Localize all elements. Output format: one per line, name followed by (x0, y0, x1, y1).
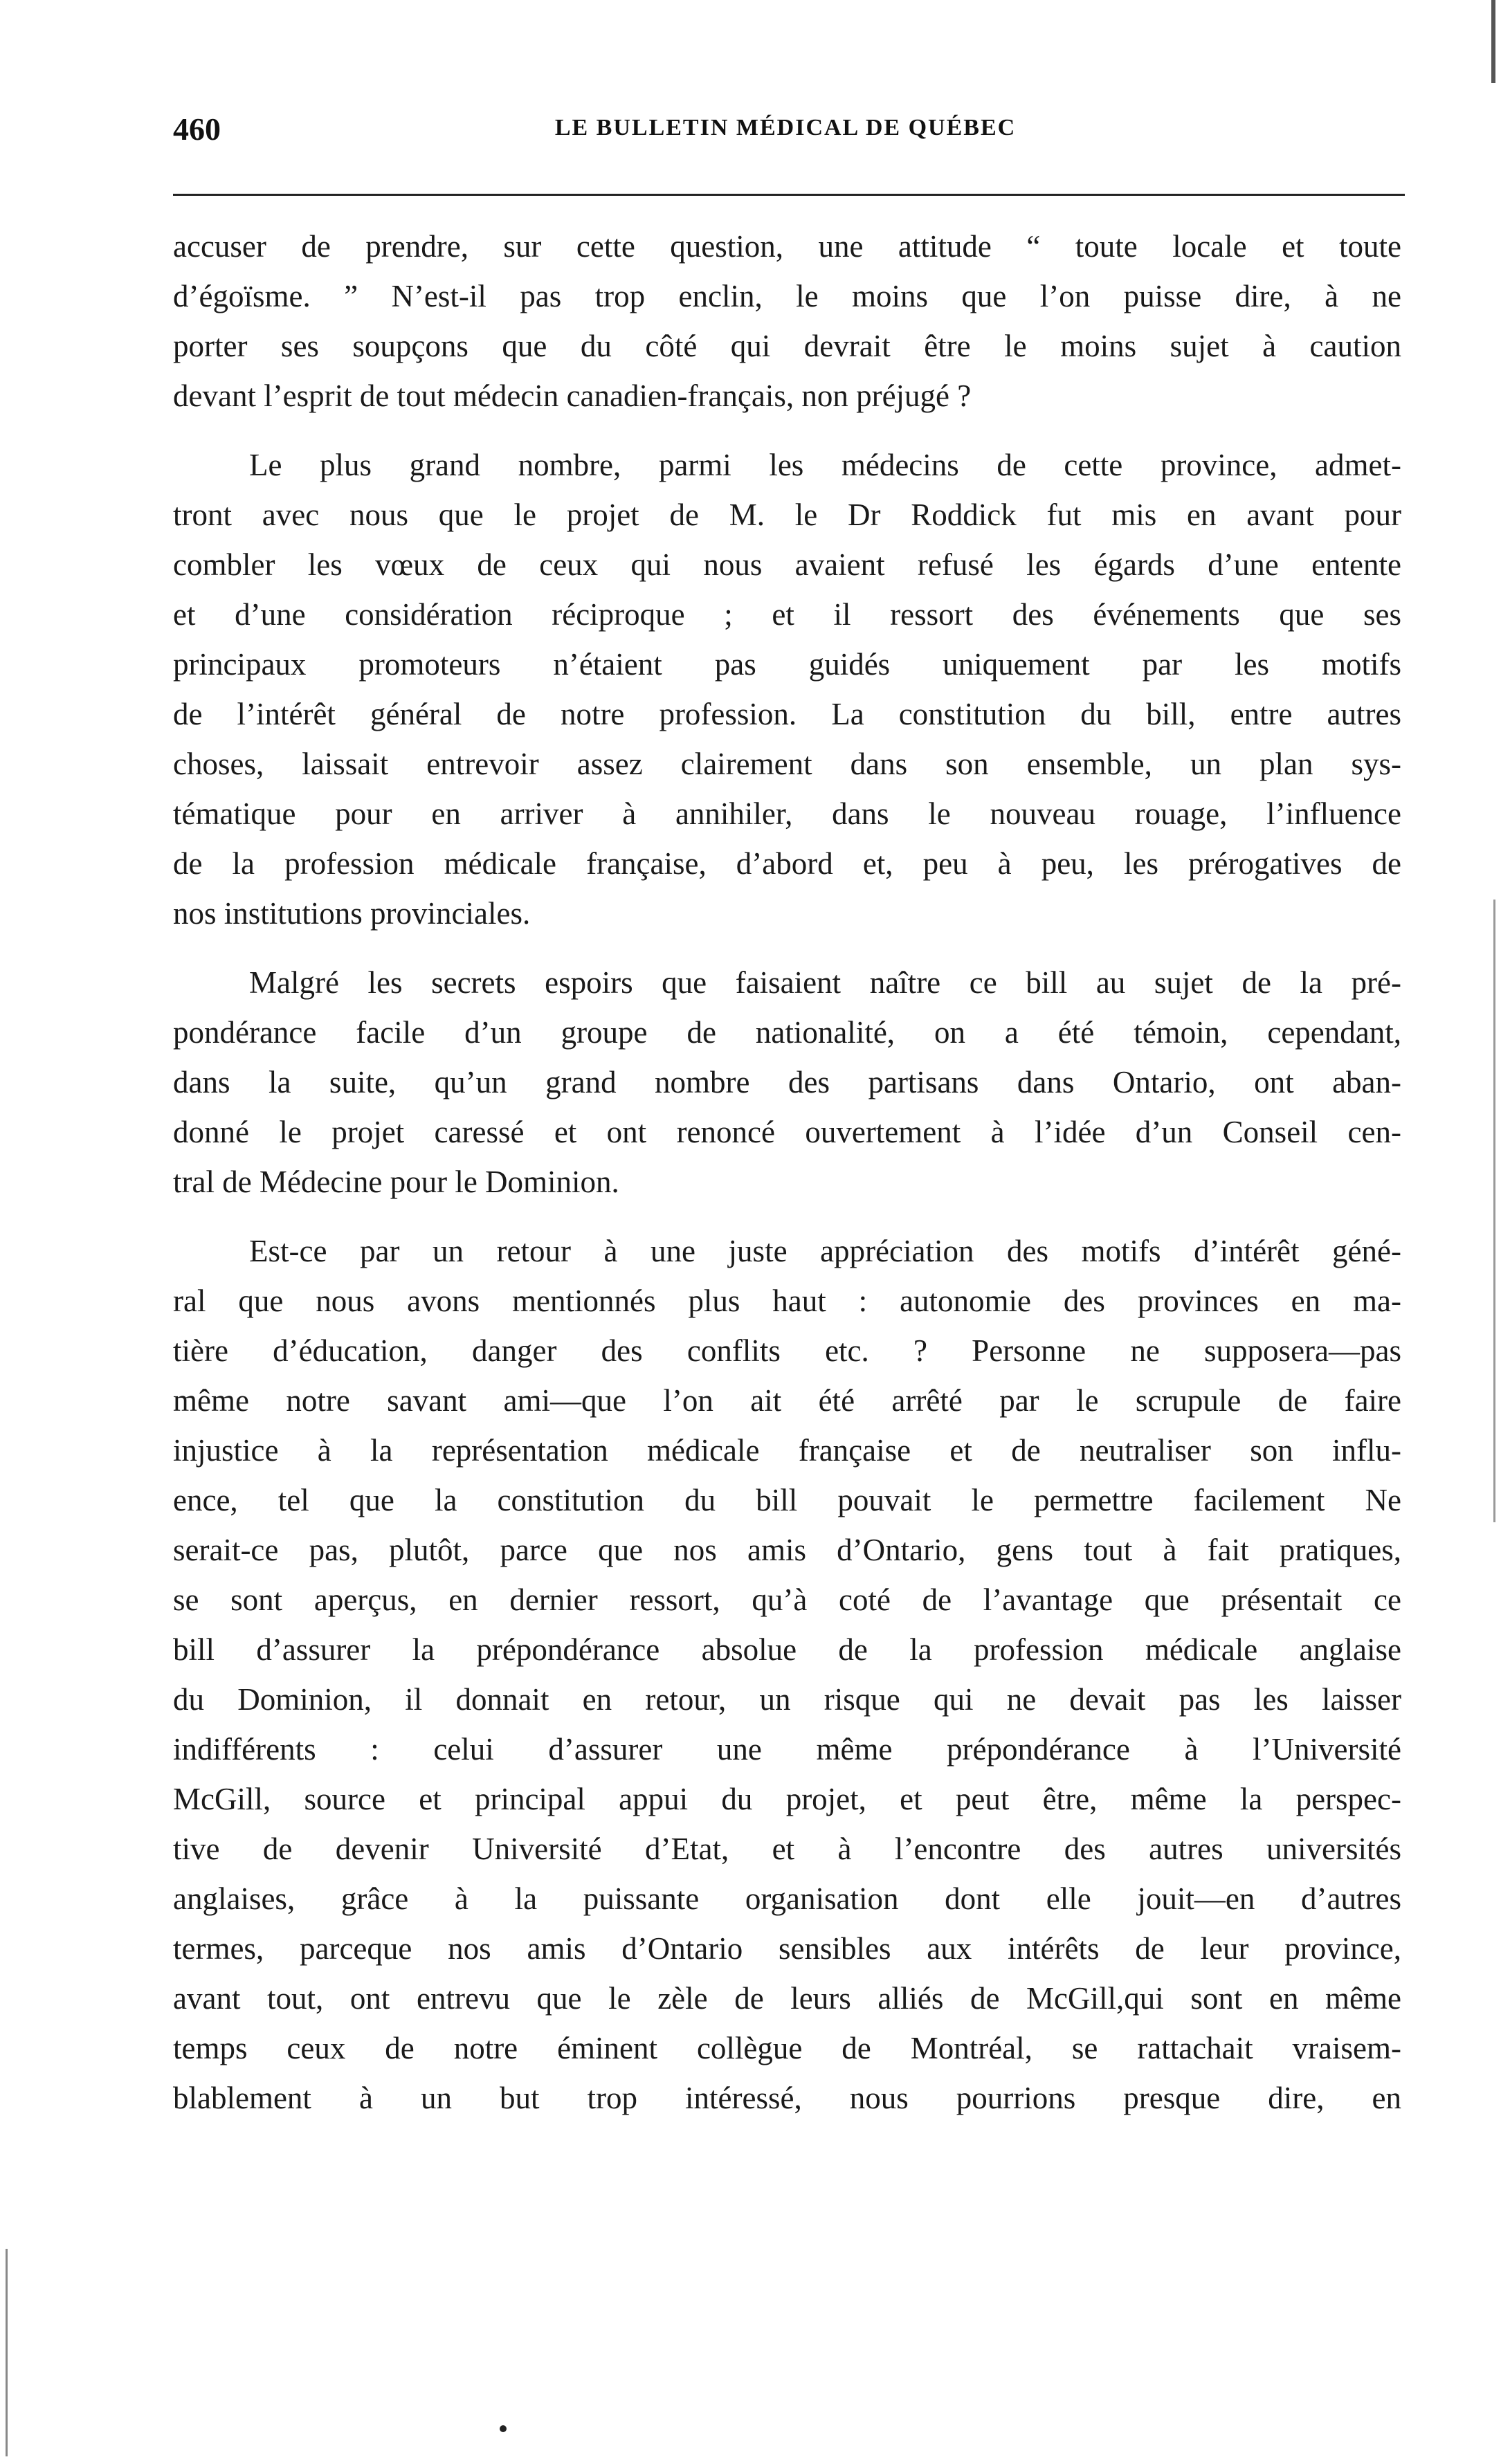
text-line: temps ceux de notre éminent collègue de Montréal, se rattachait vraisem- (173, 2031, 1401, 2065)
text-line: injustice à la représentation médicale française et de neutraliser son influ- (173, 1433, 1401, 1468)
text-line: tière d’éducation, danger des conflits etc. ? Personne ne supposera—pas (173, 1333, 1401, 1368)
scan-edge-mark (6, 2249, 8, 2456)
scan-speck (500, 2425, 507, 2432)
header-rule (173, 194, 1405, 196)
text-line: porter ses soupçons que du côté qui devrait être le moins sujet à caution (173, 329, 1401, 363)
text-line: blablement à un but trop intéressé, nous pourrions presque dire, en (173, 2081, 1401, 2115)
text-line: bill d’assurer la prépondérance absolue de la profession médicale anglaise (173, 1632, 1401, 1667)
body-text (173, 221, 1401, 2123)
text-line: Est-ce par un retour à une juste appréciation des motifs d’intérêt géné- (249, 1234, 1401, 1268)
paragraph-2 (173, 440, 1401, 938)
text-line: avant tout, ont entrevu que le zèle de leurs alliés de McGill,qui sont en même (173, 1981, 1401, 2016)
scan-edge-mark (1493, 900, 1495, 1522)
text-line: se sont aperçus, en dernier ressort, qu’à coté de l’avantage que présentait ce (173, 1582, 1401, 1617)
running-title: LE BULLETIN MÉDICAL DE QUÉBEC (554, 115, 1017, 140)
text-line: tral de Médecine pour le Dominion. (173, 1165, 619, 1199)
text-line: tront avec nous que le projet de M. le Dr Roddick fut mis en avant pour (173, 498, 1401, 532)
text-line: tématique pour en arriver à annihiler, dans le nouveau rouage, l’influence (173, 796, 1401, 831)
paragraph-3 (173, 958, 1401, 1207)
text-line: de l’intérêt général de notre profession. La constitution du bill, entre autres (173, 697, 1401, 731)
paragraph-1 (173, 221, 1401, 421)
scan-edge-mark (1491, 0, 1495, 83)
text-line: serait-ce pas, plutôt, parce que nos amis d’Ontario, gens tout à fait pratiques, (173, 1533, 1401, 1567)
text-line: nos institutions provinciales. (173, 896, 531, 931)
text-line: dans la suite, qu’un grand nombre des partisans dans Ontario, ont aban- (173, 1065, 1401, 1099)
text-line: même notre savant ami—que l’on ait été arrêté par le scrupule de faire (173, 1383, 1401, 1418)
text-line: indifférents : celui d’assurer une même prépondérance à l’Université (173, 1732, 1401, 1767)
text-line: Le plus grand nombre, parmi les médecins de cette province, admet- (249, 448, 1401, 482)
text-line: combler les vœux de ceux qui nous avaient refusé les égards d’une entente (173, 547, 1401, 582)
text-line: et d’une considération réciproque ; et il ressort des événements que ses (173, 597, 1401, 632)
text-line: du Dominion, il donnait en retour, un risque qui ne devait pas les laisser (173, 1682, 1401, 1717)
text-line: d’égoïsme. ” N’est-il pas trop enclin, le moins que l’on puisse dire, à ne (173, 279, 1401, 313)
page-number: 460 (173, 111, 221, 147)
page-header (173, 111, 1398, 166)
text-line: McGill, source et principal appui du projet, et peut être, même la perspec- (173, 1782, 1401, 1816)
text-line: pondérance facile d’un groupe de nationalité, on a été témoin, cependant, (173, 1015, 1401, 1050)
text-line: ral que nous avons mentionnés plus haut : autonomie des provinces en ma- (173, 1284, 1401, 1318)
text-line: donné le projet caressé et ont renoncé ouvertement à l’idée d’un Conseil cen- (173, 1115, 1401, 1149)
paragraph-4 (173, 1226, 1401, 2123)
text-line: anglaises, grâce à la puissante organisation dont elle jouit—en d’autres (173, 1881, 1401, 1916)
text-line: Malgré les secrets espoirs que faisaient naître ce bill au sujet de la pré- (249, 965, 1401, 1000)
text-line: de la profession médicale française, d’abord et, peu à peu, les prérogatives de (173, 846, 1401, 881)
text-line: choses, laissait entrevoir assez clairement dans son ensemble, un plan sys- (173, 747, 1401, 781)
text-line: principaux promoteurs n’étaient pas guidés uniquement par les motifs (173, 647, 1401, 682)
text-line: devant l’esprit de tout médecin canadien-français, non préjugé ? (173, 378, 972, 413)
text-line: termes, parceque nos amis d’Ontario sensibles aux intérêts de leur province, (173, 1931, 1401, 1966)
text-line: accuser de prendre, sur cette question, une attitude “ toute locale et toute (173, 229, 1401, 264)
text-line: ence, tel que la constitution du bill pouvait le permettre facilement Ne (173, 1483, 1401, 1517)
text-line: tive de devenir Université d’Etat, et à l’encontre des autres universités (173, 1832, 1401, 1866)
